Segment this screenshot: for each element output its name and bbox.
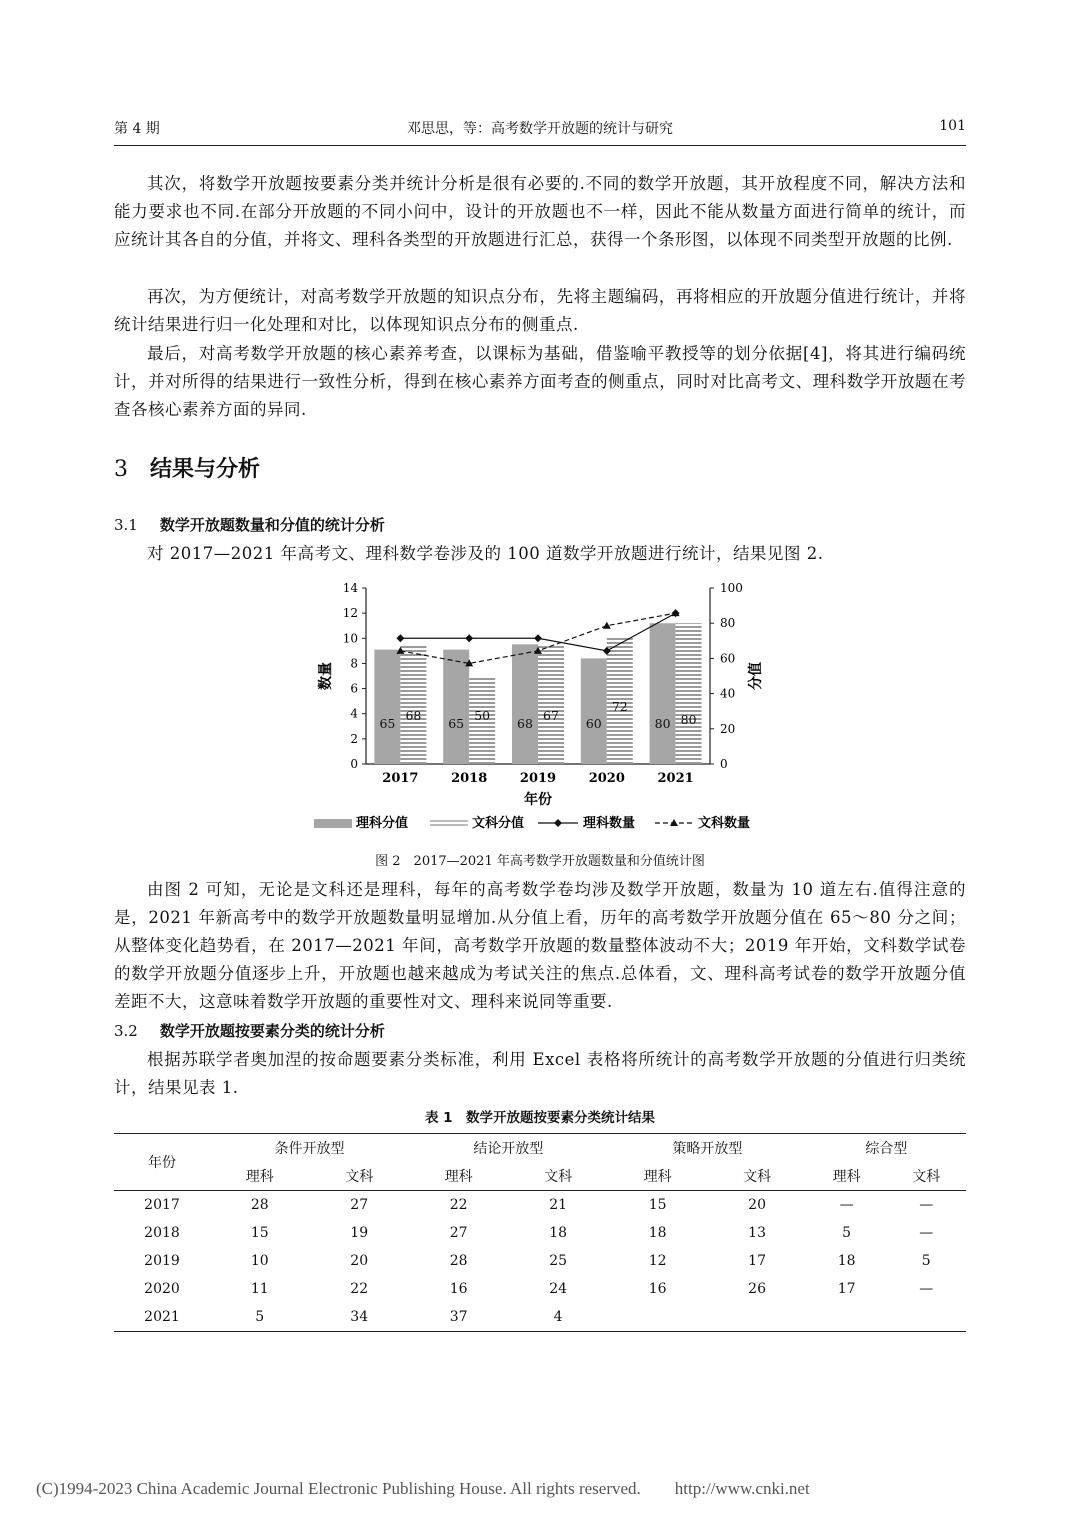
bar-label-like-score: 60 xyxy=(585,716,602,731)
value-cell xyxy=(807,1303,887,1332)
bar-like-score xyxy=(512,644,538,764)
value-cell: 24 xyxy=(549,1281,568,1297)
paragraph-1: 其次，将数学开放题按要素分类并统计分析是很有必要的.不同的数学开放题，其开放程度不同，解决方法和能力要求也不同.在部分开放题的不同小问中，设计的开放题也不一样，因此不能从数量方面进行简单的统计，而应统计其各自的分值，并将文、理科各类型的开放题进行汇总，获得一个条形图，以体现不同类型开放题的比例. xyxy=(114,174,966,249)
legend-label: 理科分值 xyxy=(356,816,409,831)
running-header xyxy=(114,118,966,144)
paragraph-3: 最后，对高考数学开放题的核心素养考查，以课标为基础，借鉴喻平教授等的划分依据[4]，将其进行编码统计，并对所得的结果进行一致性分析，得到在核心素养方面考查的侧重点，同时对比高考文、理科数学开放题在考查各核心素养方面的异同. xyxy=(114,344,966,419)
group-header: 条件开放型 xyxy=(210,1134,409,1163)
value-cell: 11 xyxy=(250,1281,269,1297)
marker-like-count xyxy=(534,634,542,642)
x-tick-label: 2017 xyxy=(382,771,419,786)
value-cell: 18 xyxy=(837,1253,856,1269)
x-axis-title: 年份 xyxy=(524,792,552,808)
value-cell: 26 xyxy=(748,1281,766,1297)
value-cell: 27 xyxy=(449,1225,468,1241)
bar-label-arts-score: 68 xyxy=(405,708,422,723)
bar-arts-score xyxy=(676,623,702,764)
left-tick-label: 2 xyxy=(350,731,358,746)
value-cell: 16 xyxy=(449,1281,468,1297)
table-row xyxy=(114,1247,966,1275)
value-cell: 34 xyxy=(309,1303,408,1332)
subheader-cell: 文科 xyxy=(309,1162,408,1191)
value-cell: 15 xyxy=(648,1197,667,1213)
subheader-cell: 文科 xyxy=(886,1162,966,1191)
value-cell: 28 xyxy=(250,1197,269,1213)
subsection-title: 数学开放题数量和分值的统计分析 xyxy=(159,516,385,534)
paragraph-5: 由图 2 可知，无论是文科还是理科，每年的高考数学卷均涉及数学开放题，数量为 10 道左右.值得注意的是，2021 年新高考中的数学开放题数量明显增加.从分值上看，历年的高考数学开放题分值在 65～80 分之间；从整体变化趋势看，在 2017—2021 年间，高考数学开放题的数量整体波动不大；2019 年开始，文科数学试卷的数学开放题分值逐步上升，开放题也越来越成为考试关注的焦点.总体看，文、理科高考试卷的数学开放题分值差距不大，这意味着数学开放题的重要性对文、理科来说同等重要. xyxy=(114,880,966,1011)
left-tick-label: 8 xyxy=(350,656,358,671)
paragraph-4: 对 2017—2021 年高考文、理科数学卷涉及的 100 道数学开放题进行统计，结果见图 2. xyxy=(147,544,824,563)
legend-label: 理科数量 xyxy=(583,816,636,831)
left-tick-label: 10 xyxy=(342,631,358,646)
paragraph-2: 再次，为方便统计，对高考数学开放题的知识点分布，先将主题编码，再将相应的开放题分值进行统计，并将统计结果进行归一化处理和对比，以体现知识点分布的侧重点. xyxy=(114,287,966,334)
value-cell: 18 xyxy=(648,1225,667,1241)
x-tick-label: 2019 xyxy=(519,771,557,786)
group-header: 策略开放型 xyxy=(608,1134,807,1163)
marker-like-count xyxy=(396,634,404,642)
value-cell: 5 xyxy=(210,1303,309,1332)
value-cell: 37 xyxy=(409,1303,508,1332)
value-cell xyxy=(707,1303,806,1332)
bar-like-score xyxy=(581,658,607,764)
subsection-number: 3.1 xyxy=(114,516,138,534)
value-cell: 22 xyxy=(449,1197,468,1213)
value-cell: 12 xyxy=(648,1253,667,1269)
bar-arts-score xyxy=(400,644,426,764)
section-heading-3 xyxy=(114,452,260,483)
bar-label-arts-score: 72 xyxy=(611,699,628,714)
subheader-cell: 理科 xyxy=(608,1162,707,1191)
value-cell: 27 xyxy=(350,1197,369,1213)
table-row xyxy=(114,1191,966,1220)
value-cell: 19 xyxy=(350,1225,369,1241)
x-tick-label: 2021 xyxy=(657,771,694,786)
legend-label: 文科分值 xyxy=(472,816,525,831)
bar-label-arts-score: 50 xyxy=(474,708,491,723)
bar-label-like-score: 80 xyxy=(654,716,671,731)
value-cell: — xyxy=(919,1225,934,1241)
year-cell: 2019 xyxy=(144,1253,180,1269)
right-tick-label: 40 xyxy=(720,686,736,701)
value-cell: 25 xyxy=(549,1253,568,1269)
left-tick-label: 6 xyxy=(350,681,358,696)
left-tick-label: 12 xyxy=(342,606,358,621)
table-row xyxy=(114,1303,966,1332)
y2-axis-title: 分值 xyxy=(748,662,764,690)
bar-label-like-score: 65 xyxy=(379,716,396,731)
section-number: 3 xyxy=(114,457,128,482)
value-cell: 18 xyxy=(549,1225,568,1241)
value-cell: 17 xyxy=(748,1253,766,1269)
value-cell: 4 xyxy=(508,1303,607,1332)
bar-like-score xyxy=(443,650,469,764)
table-row xyxy=(114,1275,966,1303)
subsection-heading-3-1 xyxy=(114,514,385,535)
bar-label-arts-score: 80 xyxy=(680,712,697,727)
bar-label-like-score: 68 xyxy=(517,716,533,731)
year-cell: 2017 xyxy=(144,1197,180,1213)
bar-like-score xyxy=(374,650,400,764)
value-cell: 28 xyxy=(449,1253,468,1269)
value-cell: 10 xyxy=(250,1253,269,1269)
value-cell: — xyxy=(919,1197,934,1213)
value-cell: 21 xyxy=(549,1197,568,1213)
subheader-cell: 文科 xyxy=(707,1162,806,1191)
page-number: 101 xyxy=(939,118,966,134)
table-row xyxy=(114,1219,966,1247)
legend-label: 文科数量 xyxy=(698,816,751,831)
group-header: 结论开放型 xyxy=(409,1134,608,1163)
bar-like-score xyxy=(650,623,676,764)
value-cell: 5 xyxy=(842,1225,852,1241)
table-1 xyxy=(114,1133,966,1332)
subsection-title: 数学开放题按要素分类的统计分析 xyxy=(159,1022,385,1040)
subsection-number: 3.2 xyxy=(114,1022,138,1040)
right-tick-label: 100 xyxy=(720,581,743,595)
legend-marker-like-count xyxy=(554,819,562,827)
group-header: 综合型 xyxy=(807,1134,966,1163)
table-caption: 表 1 数学开放题按要素分类统计结果 xyxy=(424,1110,656,1126)
marker-like-count xyxy=(465,634,473,642)
figure-caption: 图 2 2017—2021 年高考数学开放题数量和分值统计图 xyxy=(375,854,705,869)
left-tick-label: 0 xyxy=(350,757,358,771)
value-cell: 16 xyxy=(648,1281,667,1297)
value-cell xyxy=(608,1303,707,1332)
bar-arts-score xyxy=(538,646,564,764)
value-cell: 22 xyxy=(350,1281,369,1297)
y-axis-title: 数量 xyxy=(318,662,334,690)
value-cell xyxy=(886,1303,966,1332)
left-tick-label: 14 xyxy=(342,581,358,595)
value-cell: 17 xyxy=(837,1281,856,1297)
right-tick-label: 60 xyxy=(720,651,736,666)
year-cell: 2020 xyxy=(144,1281,180,1297)
subheader-cell: 文科 xyxy=(508,1162,607,1191)
year-header: 年份 xyxy=(114,1134,210,1191)
marker-arts-count xyxy=(603,622,611,629)
issue-number: 第 4 期 xyxy=(114,121,160,137)
paragraph-6: 根据苏联学者奥加涅的按命题要素分类标准，利用 Excel 表格将所统计的高考数学开放题的分值进行归类统计，结果见表 1. xyxy=(114,1050,966,1097)
subsection-heading-3-2 xyxy=(114,1020,385,1041)
value-cell: 15 xyxy=(250,1225,269,1241)
value-cell: 13 xyxy=(748,1225,766,1241)
article-running-title: 邓思思，等：高考数学开放题的统计与研究 xyxy=(407,121,673,137)
header-rule xyxy=(114,145,966,146)
bar-label-like-score: 65 xyxy=(448,716,465,731)
subheader-cell: 理科 xyxy=(807,1162,887,1191)
left-tick-label: 4 xyxy=(350,706,358,721)
bar-label-arts-score: 67 xyxy=(543,708,559,723)
subheader-cell: 理科 xyxy=(409,1162,508,1191)
value-cell: 20 xyxy=(350,1253,369,1269)
legend-swatch-like-score xyxy=(314,819,352,828)
right-tick-label: 0 xyxy=(720,757,728,771)
value-cell: 20 xyxy=(748,1197,766,1213)
section-title: 结果与分析 xyxy=(150,457,261,482)
copyright-footer: (C)1994-2023 China Academic Journal Electronic Publishing House. All rights reserved. http://www.cnki.net xyxy=(36,1479,810,1498)
right-tick-label: 80 xyxy=(720,616,736,631)
value-cell: — xyxy=(919,1281,934,1297)
year-cell: 2018 xyxy=(144,1225,180,1241)
right-tick-label: 20 xyxy=(720,721,736,736)
value-cell: 5 xyxy=(921,1253,931,1269)
year-cell: 2021 xyxy=(114,1303,210,1332)
figure-2-chart xyxy=(300,574,780,844)
x-tick-label: 2020 xyxy=(588,771,625,786)
x-tick-label: 2018 xyxy=(451,771,488,786)
value-cell: — xyxy=(839,1197,854,1213)
subheader-cell: 理科 xyxy=(210,1162,309,1191)
